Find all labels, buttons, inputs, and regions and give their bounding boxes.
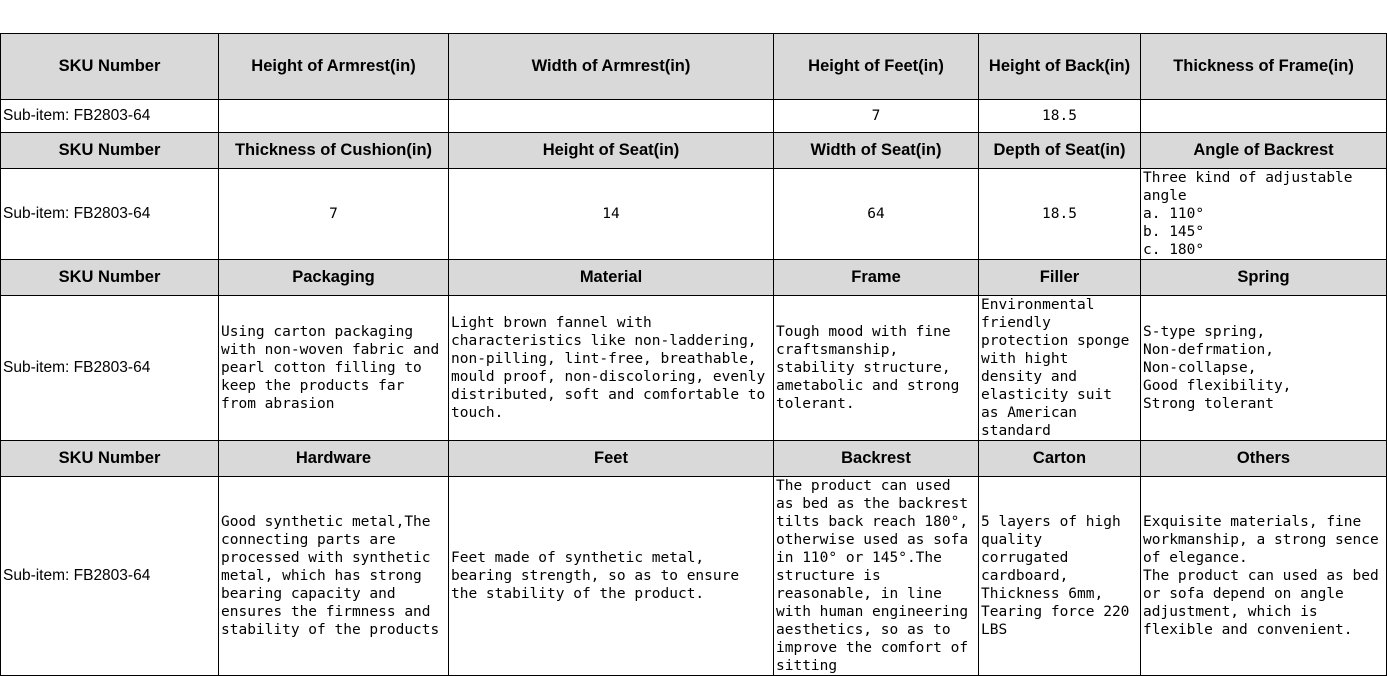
column-header: Filler <box>979 260 1141 296</box>
column-header: Spring <box>1141 260 1387 296</box>
table-cell <box>219 100 449 133</box>
column-header: Height of Back(in) <box>979 34 1141 100</box>
sku-cell: Sub-item: FB2803-64 <box>1 100 219 133</box>
column-header: SKU Number <box>1 133 219 169</box>
table-cell: Tough mood with fine craftsmanship, stability structure, ametabolic and strong tolerant. <box>774 296 979 441</box>
table-row <box>1 477 1387 676</box>
table-cell: 64 <box>774 169 979 260</box>
table-cell <box>449 100 774 133</box>
sku-cell: Sub-item: FB2803-64 <box>1 477 219 676</box>
column-header: Thickness of Frame(in) <box>1141 34 1387 100</box>
table-cell: 5 layers of high quality corrugated cardboard, Thickness 6mm, Tearing force 220 LBS <box>979 477 1141 676</box>
table-cell: Good synthetic metal,The connecting parts are processed with synthetic metal, which has strong bearing capacity and ensures the firmness and stability of the products <box>219 477 449 676</box>
column-header: Others <box>1141 441 1387 477</box>
column-header: Height of Armrest(in) <box>219 34 449 100</box>
column-header: SKU Number <box>1 34 219 100</box>
header-row <box>1 260 1387 296</box>
column-header: Width of Seat(in) <box>774 133 979 169</box>
product-spec-table <box>0 33 1387 676</box>
column-header: Angle of Backrest <box>1141 133 1387 169</box>
table-cell: S-type spring, Non-defrmation, Non-collapse, Good flexibility, Strong tolerant <box>1141 296 1387 441</box>
header-row <box>1 34 1387 100</box>
column-header: Frame <box>774 260 979 296</box>
table-cell: 7 <box>774 100 979 133</box>
table-cell: Exquisite materials, fine workmanship, a strong sence of elegance. The product can used as bed or sofa depend on angle adjustment, which is flexible and convenient. <box>1141 477 1387 676</box>
column-header: Material <box>449 260 774 296</box>
sku-cell: Sub-item: FB2803-64 <box>1 296 219 441</box>
table-cell: Light brown fannel with characteristics like non-laddering, non-pilling, lint-free, breathable, mould proof, non-discoloring, evenly distributed, soft and comfortable to touch. <box>449 296 774 441</box>
column-header: Thickness of Cushion(in) <box>219 133 449 169</box>
column-header: Backrest <box>774 441 979 477</box>
sku-cell: Sub-item: FB2803-64 <box>1 169 219 260</box>
column-header: Height of Feet(in) <box>774 34 979 100</box>
column-header: SKU Number <box>1 260 219 296</box>
table-cell: Three kind of adjustable angle a. 110° b. 145° c. 180° <box>1141 169 1387 260</box>
column-header: Width of Armrest(in) <box>449 34 774 100</box>
table-cell: Environmental friendly protection sponge with hight density and elasticity suit as American standard <box>979 296 1141 441</box>
table-cell: 7 <box>219 169 449 260</box>
header-row <box>1 133 1387 169</box>
table-cell <box>1141 100 1387 133</box>
table-cell: Using carton packaging with non-woven fabric and pearl cotton filling to keep the products far from abrasion <box>219 296 449 441</box>
column-header: Depth of Seat(in) <box>979 133 1141 169</box>
table-row <box>1 169 1387 260</box>
table-cell: 18.5 <box>979 100 1141 133</box>
table-cell: Feet made of synthetic metal, bearing strength, so as to ensure the stability of the product. <box>449 477 774 676</box>
table-cell: 14 <box>449 169 774 260</box>
column-header: Feet <box>449 441 774 477</box>
column-header: Packaging <box>219 260 449 296</box>
table-cell: 18.5 <box>979 169 1141 260</box>
column-header: SKU Number <box>1 441 219 477</box>
table-cell: The product can used as bed as the backrest tilts back reach 180°, otherwise used as sofa in 110° or 145°.The structure is reasonable, in line with human engineering aesthetics, so as to improve the comfort of sitting <box>774 477 979 676</box>
column-header: Carton <box>979 441 1141 477</box>
column-header: Height of Seat(in) <box>449 133 774 169</box>
header-row <box>1 441 1387 477</box>
column-header: Hardware <box>219 441 449 477</box>
table-row <box>1 296 1387 441</box>
table-row <box>1 100 1387 133</box>
